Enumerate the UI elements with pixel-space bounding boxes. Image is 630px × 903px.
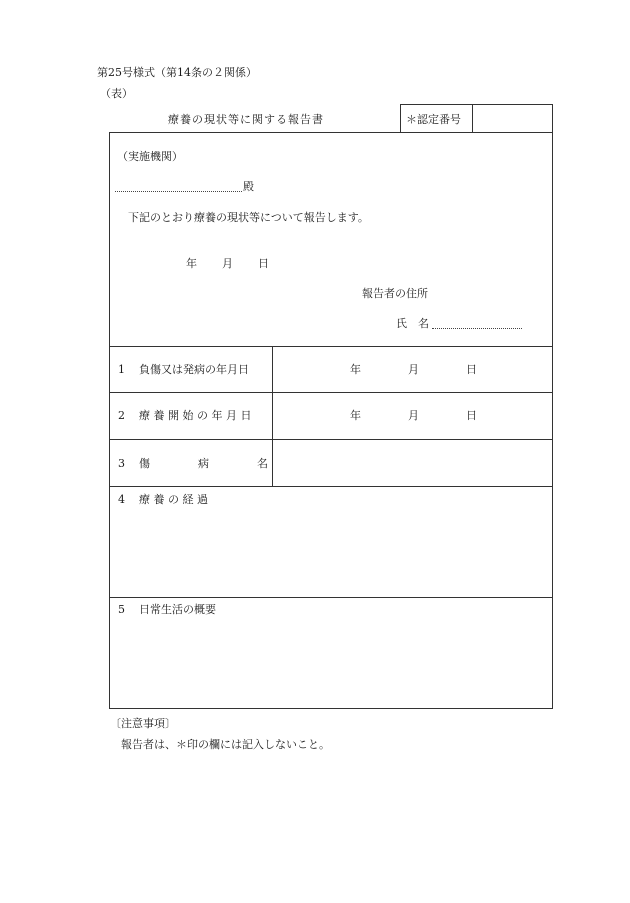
reporter-name-label: 氏 名	[396, 317, 429, 330]
row-number: 2	[118, 409, 125, 422]
section-number: 4	[118, 493, 125, 506]
addressee-field[interactable]	[115, 191, 242, 192]
side-label: （表）	[100, 87, 133, 100]
notes-heading: 〔注意事項〕	[110, 717, 176, 730]
row-day-label: 日	[466, 363, 477, 376]
addressee-suffix: 殿	[243, 180, 254, 193]
date-year-label: 年	[186, 257, 197, 270]
row-year-label: 年	[350, 409, 361, 422]
row-month-label: 月	[408, 409, 419, 422]
row-label-disease-b: 病	[198, 457, 209, 470]
notes-text: 報告者は、＊印の欄には記入しないこと。	[121, 738, 330, 751]
row-number: 1	[118, 363, 125, 376]
row-label-treatment-start: 療 養 開 始 の 年 月 日	[139, 409, 252, 422]
form-number: 第25号様式（第14条の２関係）	[97, 66, 257, 79]
date-day-label: 日	[258, 257, 269, 270]
document-title: 療養の現状等に関する報告書	[168, 113, 324, 126]
institution-label: （実施機関）	[117, 150, 183, 163]
cert-number-label: ＊認定番号	[406, 113, 461, 126]
row-label-injury-date: 負傷又は発病の年月日	[139, 363, 249, 376]
reporter-address-label: 報告者の住所	[362, 287, 428, 300]
row-label-disease-a: 傷	[139, 457, 150, 470]
reporter-name-field[interactable]	[432, 328, 522, 329]
row-label-disease-c: 名	[257, 457, 268, 470]
section-treatment-progress: 療 養 の 経 過	[139, 493, 208, 506]
row-month-label: 月	[408, 363, 419, 376]
section-daily-life: 日常生活の概要	[139, 603, 216, 616]
report-statement: 下記のとおり療養の現状等について報告します。	[128, 211, 369, 224]
date-month-label: 月	[222, 257, 233, 270]
row-year-label: 年	[350, 363, 361, 376]
row-day-label: 日	[466, 409, 477, 422]
row-number: 3	[118, 457, 125, 470]
section-number: 5	[118, 603, 125, 616]
